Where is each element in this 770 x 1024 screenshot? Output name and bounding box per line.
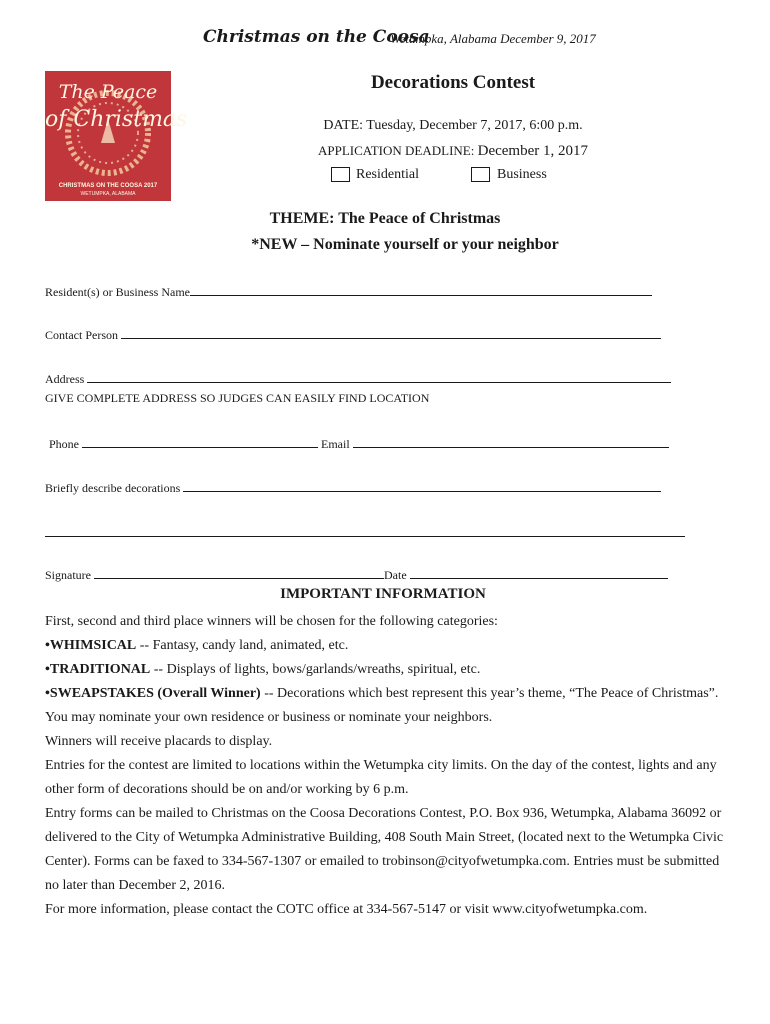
address-label: Address <box>45 372 85 386</box>
info-more: For more information, please contact the COTC office at 334-567-5147 or visit www.cityofwetumpka.com. <box>45 902 648 917</box>
email-label: Email <box>321 437 350 451</box>
name-label: Resident(s) or Business Name <box>45 285 190 299</box>
signature-input-line[interactable] <box>94 566 384 579</box>
info-intro: First, second and third place winners will be chosen for the following categories: <box>45 614 498 629</box>
email-input-line[interactable] <box>353 435 669 448</box>
info-nominate: You may nominate your own residence or business or nominate your neighbors. <box>45 710 493 725</box>
page-title: Decorations Contest <box>370 72 536 93</box>
name-input-line[interactable] <box>190 283 652 296</box>
category-traditional: •TRADITIONAL -- Displays of lights, bows/garlands/wreaths, spiritual, etc. <box>45 662 481 677</box>
describe-input-line-2[interactable] <box>45 524 685 537</box>
event-location-date: Wetumpka, Alabama December 9, 2017 <box>390 31 596 46</box>
info-limits: Entries for the contest are limited to locations within the Wetumpka city limits. On the day of the contest, lights and any other form of decorations should be on and/or working by 6 p.m. <box>45 758 717 797</box>
logo-subtitle: CHRISTMAS ON THE COOSA 2017 <box>58 183 158 189</box>
address-input-line[interactable] <box>87 370 671 383</box>
signature-label: Signature <box>45 568 91 582</box>
phone-label: Phone <box>49 437 79 451</box>
contest-date: DATE: Tuesday, December 7, 2017, 6:00 p.m. <box>323 118 583 133</box>
application-deadline <box>300 143 606 160</box>
info-mail: Entry forms can be mailed to Christmas on the Coosa Decorations Contest, P.O. Box 936, Wetumpka, Alabama 36092 or delivered to the City of Wetumpka Administrative Building, 408 South Main Street, (located next to the Wetumpka Civic Center). Forms can be faxed to 334-567-1307 or emailed to trobinson@cityofwetumpka.com. Entries must be submitted no later than December 2, 2016. <box>45 806 724 893</box>
info-placards: Winners will receive placards to display. <box>45 734 273 749</box>
describe-input-line[interactable] <box>183 479 661 492</box>
contact-label: Contact Person <box>45 328 118 342</box>
category-sweepstakes: •SWEAPSTAKES (Overall Winner) -- Decorations which best represent this year’s theme, “The Peace of Christmas”. <box>45 686 719 701</box>
residential-checkbox[interactable] <box>331 167 350 182</box>
address-note: GIVE COMPLETE ADDRESS SO JUDGES CAN EASILY FIND LOCATION <box>45 391 430 405</box>
date-input-line[interactable] <box>410 566 668 579</box>
event-title: Christmas on the Coosa <box>203 27 430 47</box>
logo-title-line1: The Peace <box>58 81 158 103</box>
address-field-row <box>45 370 671 387</box>
residential-label: Residential <box>356 167 419 182</box>
contact-field-row <box>45 326 661 343</box>
signature-date-row <box>45 566 668 583</box>
peace-of-christmas-logo <box>45 71 188 201</box>
phone-email-row <box>49 435 669 452</box>
deadline-label: APPLICATION DEADLINE: <box>318 143 475 158</box>
logo-title-line2: of Christmas <box>45 107 188 132</box>
name-field-row <box>45 283 652 300</box>
business-checkbox[interactable] <box>471 167 490 182</box>
theme-heading: THEME: The Peace of Christmas <box>269 210 501 227</box>
category-whimsical: •WHIMSICAL -- Fantasy, candy land, animated, etc. <box>45 638 349 653</box>
describe-label: Briefly describe decorations <box>45 481 181 495</box>
business-label: Business <box>497 167 547 182</box>
important-info-body <box>45 610 735 922</box>
nominate-note: *NEW – Nominate yourself or your neighbor <box>251 236 559 253</box>
describe-field-row <box>45 479 661 496</box>
important-info-heading: IMPORTANT INFORMATION <box>280 586 486 602</box>
deadline-value: December 1, 2017 <box>477 143 588 159</box>
contact-input-line[interactable] <box>121 326 661 339</box>
phone-input-line[interactable] <box>82 435 318 448</box>
date-label: Date <box>384 568 407 582</box>
logo-location: WETUMPKA, ALABAMA <box>80 191 136 197</box>
